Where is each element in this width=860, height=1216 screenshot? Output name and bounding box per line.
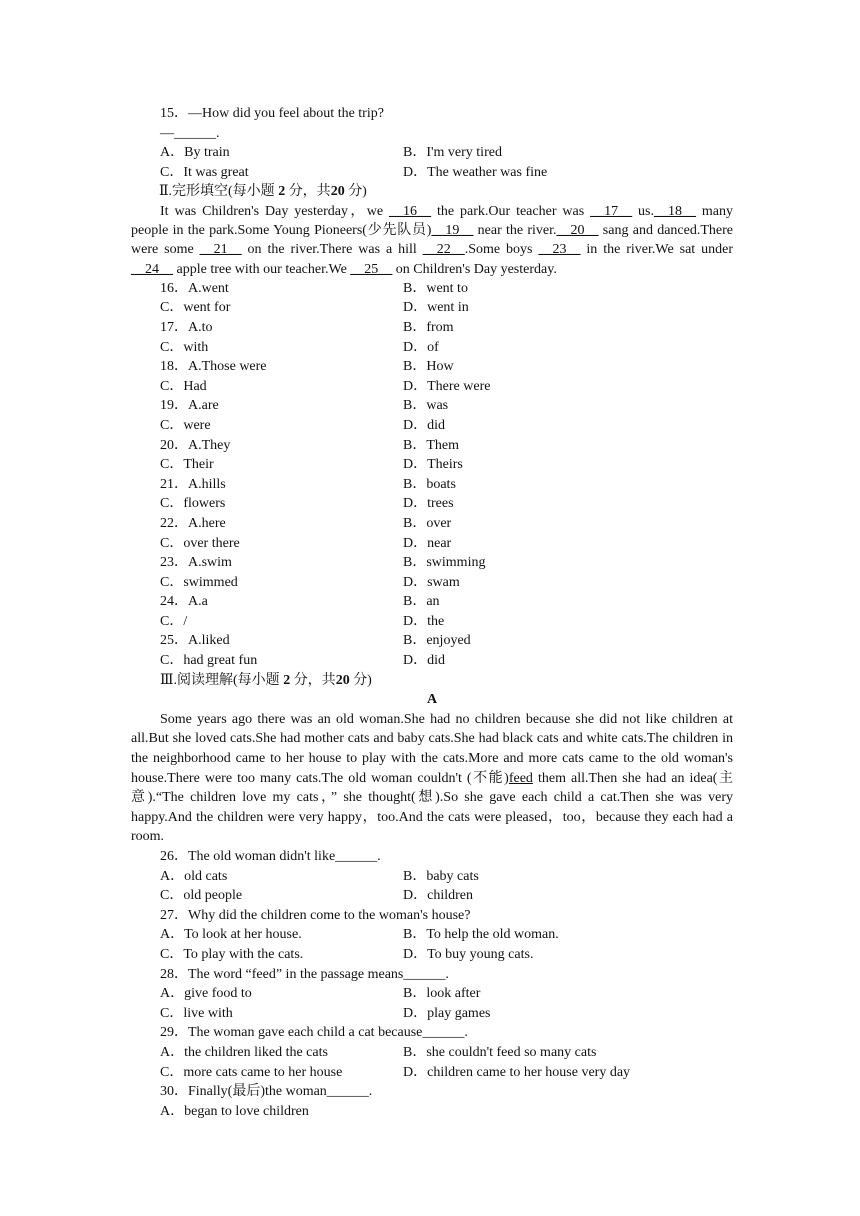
option-c: C．with [160,339,209,355]
question-stem: 28．The word “feed” in the passage means______. [160,966,449,982]
option-a: A．give food to [160,986,252,1002]
option-row [131,163,733,183]
cloze-text: sang and danced.There were some [131,223,733,258]
option-a: 17．A.to [160,319,213,335]
option-c: C．Had [160,378,207,394]
blank-16: __16__ [389,203,432,219]
worksheet-page [131,104,733,1121]
option-row [131,651,733,671]
option-row [131,377,733,397]
option-a: A．old cats [160,868,228,884]
option-d: D．near [403,535,452,551]
option-a: 25．A.liked [160,633,230,649]
cloze-text: on the river.There was a hill [241,242,423,258]
option-row [131,573,733,593]
cloze-text: the park.Our teacher was [431,203,591,219]
question-stem: 26．The old woman didn't like______. [160,849,381,864]
cloze-text: us. [632,203,654,219]
option-c: C．It was great [160,164,249,180]
option-b: B．from [403,319,454,335]
section-title-end: 分) [348,184,367,200]
option-a: 20．A.They [160,437,231,453]
option-c: C．old people [160,888,243,904]
option-a: 22．A.here [160,515,226,531]
option-c: C．were [160,417,211,433]
option-row [131,494,733,514]
option-row [131,1043,733,1063]
passage-text: them all.Then she had an idea(主意).“The children love my cats，” she thought(想).So she gave each child a cat.Then she was very happy.And the children were very happy，too.And the cats were pleased，too，because they each had a room. [131,770,733,845]
option-row [131,1102,733,1122]
option-c: C．/ [160,613,188,629]
cloze-text: near the river. [473,223,557,239]
option-row [131,514,733,534]
option-b: B．swimming [403,555,486,571]
option-a: 21．A.hills [160,476,226,492]
underlined-word: feed [508,770,533,786]
question-30-stem: 30．Finally(最后)the woman______. [160,1084,373,1100]
option-row [131,612,733,632]
option-row [131,455,733,475]
option-b: B．look after [403,986,481,1002]
option-c: C．more cats came to her house [160,1064,343,1080]
option-row [131,279,733,299]
option-a: 19．A.are [160,398,219,414]
option-d: D．children came to her house very day [403,1064,631,1080]
option-row [131,1063,733,1083]
option-b: B．boats [403,476,456,492]
option-d: D．the [403,613,445,629]
option-row [131,867,733,887]
section-title-mid: 分，共 [288,184,331,200]
reading-passage [131,710,733,847]
section-numeral: Ⅲ. [160,672,178,688]
option-a: A．By train [160,145,230,161]
cloze-text: in the river.We sat under [580,242,733,258]
blank-18: __18__ [653,203,696,219]
option-a: 24．A.a [160,594,208,610]
option-d: D．There were [403,378,491,394]
section-title-end: 分) [353,672,372,688]
cloze-text: apple tree with our teacher.We [173,261,351,277]
option-row [131,298,733,318]
option-d: D．trees [403,496,454,512]
question-15-stem: 15．—How did you feel about the trip? [160,106,384,121]
section-title: 完形填空(每小题 [172,184,275,200]
option-d: D．To buy young cats. [403,946,534,962]
question-stem: 29．The woman gave each child a cat because______. [160,1025,468,1041]
option-b: B．How [403,359,454,375]
cloze-passage [131,202,733,279]
blank-21: __21__ [199,242,242,258]
option-row [131,143,733,163]
option-b: B．baby cats [403,868,479,884]
option-row [131,416,733,436]
section-points: 2 [278,184,286,200]
option-d: D．went in [403,300,469,316]
option-b: B．Them [403,437,459,453]
section-title-mid: 分，共 [293,672,336,688]
option-a: A．To look at her house. [160,927,302,943]
option-c: C．Their [160,457,214,473]
section-numeral: Ⅱ. [159,184,173,200]
reading-questions [131,847,733,1121]
option-row [131,534,733,554]
option-row [131,338,733,358]
option-b: B．was [403,398,449,414]
blank-24: __24__ [131,261,173,277]
question-stem: 27．Why did the children come to the woman's house? [160,907,471,923]
option-d: D．did [403,653,445,669]
section-points: 2 [283,672,291,688]
option-c: C．flowers [160,496,226,512]
passage-label: A [426,692,438,708]
option-row [131,318,733,338]
option-d: D．play games [403,1005,491,1021]
section-2-heading [130,182,733,202]
option-d: D．did [403,417,445,433]
option-a: 16．A.went [160,280,229,296]
option-row [131,475,733,495]
question-15-answer-line: —______. [160,125,220,141]
option-row [131,357,733,377]
passage-text: Some years ago there was an old woman.She had no children because she did not like children at all.But she loved cats.She had mother cats and baby cats.She had black cats and white cats.The children in the neighborhood came to her house to play with the cats.More and more cats came to the old woman's house.There were too many cats.The old woman couldn't (不能) [131,711,733,786]
option-d: D．children [403,888,473,904]
option-row [131,631,733,651]
option-c: C．live with [160,1005,233,1021]
option-a: A．the children liked the cats [160,1044,328,1060]
option-row [131,886,733,906]
blank-19: __19__ [431,223,474,239]
option-a: A．began to love children [160,1103,309,1119]
option-b: B．she couldn't feed so many cats [403,1044,597,1060]
option-row [131,396,733,416]
option-d: D．of [403,339,439,355]
option-c: C．swimmed [160,574,238,590]
option-b: B．To help the old woman. [403,927,559,943]
section-title: 阅读理解(每小题 [177,672,280,688]
section-total: 20 [335,672,350,688]
option-b: B．went to [403,280,468,296]
section-3-heading [131,671,733,691]
blank-25: __25__ [350,261,393,277]
cloze-text: .Some boys [464,242,539,258]
option-b: B．an [403,594,440,610]
cloze-text: It was Children's Day yesterday，we [160,203,390,219]
blank-22: __22__ [422,242,465,258]
option-d: D．swam [403,574,460,590]
option-row [131,1004,733,1024]
option-a: 18．A.Those were [160,359,267,375]
option-b: B．over [403,515,452,531]
blank-20: __20__ [556,223,599,239]
option-row [131,945,733,965]
option-c: C．went for [160,300,231,316]
option-row [131,553,733,573]
option-c: C．To play with the cats. [160,946,304,962]
cloze-options [131,279,733,671]
option-d: D．Theirs [403,457,463,473]
option-row [131,436,733,456]
section-total: 20 [330,184,345,200]
option-row [131,984,733,1004]
option-b: B．I'm very tired [403,145,502,161]
option-d: D．The weather was fine [403,164,548,180]
option-c: C．had great fun [160,653,258,669]
option-row [131,925,733,945]
blank-17: __17__ [590,203,633,219]
blank-23: __23__ [538,242,581,258]
option-c: C．over there [160,535,240,551]
option-row [131,592,733,612]
cloze-text: on Children's Day yesterday. [392,261,557,277]
option-a: 23．A.swim [160,555,232,571]
cloze-text: many people in the park.Some Young Pioneers(少先队员) [131,203,733,239]
option-b: B．enjoyed [403,633,471,649]
